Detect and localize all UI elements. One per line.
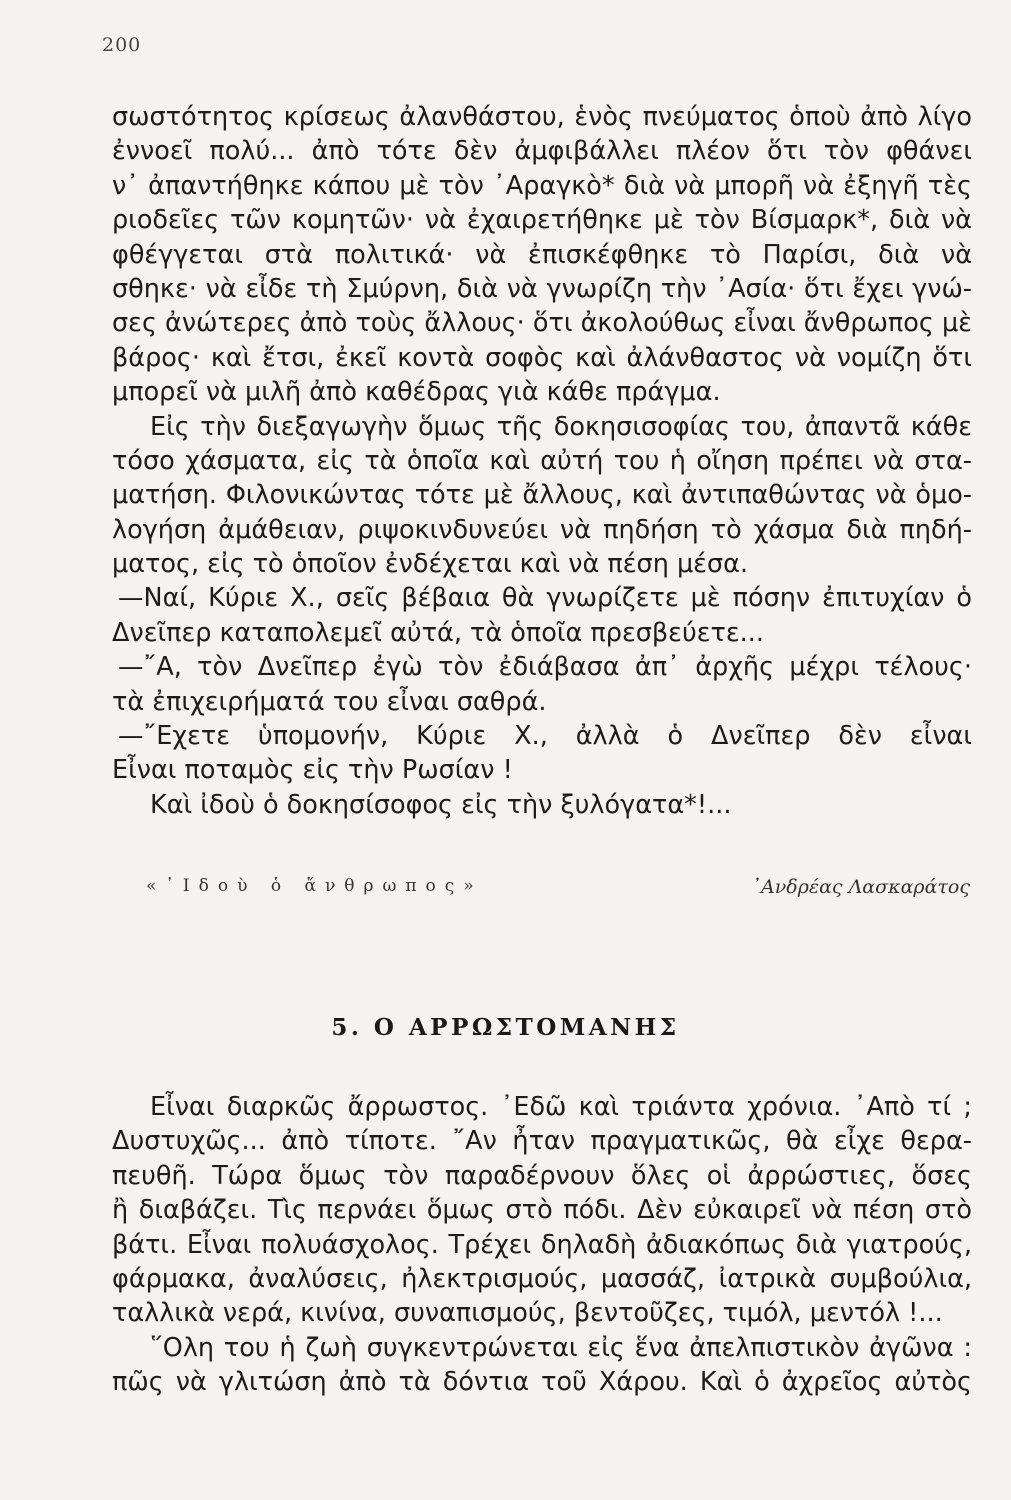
source-title: «᾿Ιδοὺ ὁ ἄνθρωπος» bbox=[146, 876, 483, 896]
text-line: Δνεῖπερ καταπολεμεῖ αὐτά, τὰ ὁποῖα πρεσβεύετε... bbox=[112, 617, 764, 648]
text-line: φάρμακα, ἀναλύσεις, ἠλεκτρισμούς, μασσάζ, ἰατρικὰ συμβούλια, bbox=[112, 1263, 972, 1294]
text-line: Εἶναι διαρκῶς ἄρρωστος. ᾿Εδῶ καὶ τριάντα χρόνια. ᾿Απὸ τί ; bbox=[150, 1092, 972, 1122]
page-number: 200 bbox=[102, 34, 142, 56]
text-line: ριοδεῖες τῶν κομητῶν· νὰ ἐχαιρετήθηκε μὲ τὸν Βίσμαρκ*, διὰ νὰ bbox=[112, 205, 972, 236]
dialogue-line: —῎Εχετε ὑπομονήν, Κύριε Χ., ἀλλὰ ὁ Δνεῖπερ δὲν εἶναι bbox=[118, 721, 972, 752]
text-line: ἐννοεῖ πολύ... ἀπὸ τότε δὲν ἀμφιβάλλει πλέον ὅτι τὸν φθάνει bbox=[112, 136, 972, 167]
text-line: πῶς νὰ γλιτώση ἀπὸ τὰ δόντια τοῦ Χάρου. Καὶ ὁ ἀχρεῖος αὐτὸς bbox=[112, 1367, 972, 1398]
text-line: Καὶ ἰδοὺ ὁ δοκησίσοφος εἰς τὴν ξυλόγατα*!... bbox=[150, 789, 732, 820]
text-line: ἢ διαβάζει. Τὶς περνάει ὅμως στὸ πόδι. Δὲν εὐκαιρεῖ νὰ πέση στὸ bbox=[112, 1195, 972, 1226]
text-line: ταλλικὰ νερά, κινίνα, συναπισμούς, βεντοῦζες, τιμόλ, μεντόλ !... bbox=[112, 1298, 943, 1329]
source-credit bbox=[120, 876, 970, 906]
text-line: ματος, εἰς τὸ ὁποῖον ἐνδέχεται καὶ νὰ πέση μέσα. bbox=[112, 549, 749, 580]
text-line: ῞Ολη του ἡ ζωὴ συγκεντρώνεται εἰς ἕνα ἀπελπιστικὸν ἀγῶνα : bbox=[150, 1332, 972, 1363]
text-line: Δυστυχῶς... ἀπὸ τίποτε. ῎Αν ἦταν πραγματικῶς, θὰ εἶχε θερα- bbox=[112, 1126, 972, 1157]
dialogue-line: —῎Α, τὸν Δνεῖπερ ἐγὼ τὸν ἐδιάβασα ἀπ᾿ ἀρχῆς μέχρι τέλους· bbox=[118, 652, 972, 683]
text-line: λογήση ἀμάθειαν, ριψοκινδυνεύει νὰ πηδήση τὸ χάσμα διὰ πηδή- bbox=[112, 514, 972, 545]
text-line: σθηκε· νὰ εἶδε τὴ Σμύρνη, διὰ νὰ γνωρίζη τὴν ᾿Ασία· ὅτι ἔχει γνώ- bbox=[112, 273, 972, 304]
text-line: φθέγγεται στὰ πολιτικά· νὰ ἐπισκέφθηκε τὸ Παρίσι, διὰ νὰ bbox=[112, 239, 972, 270]
text-line: τόσο χάσματα, εἰς τὰ ὁποῖα καὶ αὐτή του ἡ οἴηση πρέπει νὰ στα- bbox=[112, 445, 972, 476]
text-line: μπορεῖ νὰ μιλῆ ἀπὸ καθέδρας γιὰ κάθε πράγμα. bbox=[112, 377, 721, 408]
text-line: Εἶναι ποταμὸς εἰς τὴν Ρωσίαν ! bbox=[112, 755, 513, 786]
text-line: σωστότητος κρίσεως ἀλανθάστου, ἑνὸς πνεύματος ὁποὺ ἀπὸ λίγο bbox=[112, 102, 972, 132]
text-line: ν᾿ ἀπαντήθηκε κάπου μὲ τὸν ᾿Αραγκὸ* διὰ νὰ μπορῆ νὰ ἐξηγῆ τὲς bbox=[112, 170, 972, 201]
source-author: ᾿Ανδρέας Λασκαράτος bbox=[751, 876, 970, 898]
dialogue-line: —Ναί, Κύριε Χ., σεῖς βέβαια θὰ γνωρίζετε μὲ πόσην ἐπιτυχίαν ὁ bbox=[118, 583, 972, 614]
text-line: Εἰς τὴν διεξαγωγὴν ὅμως τῆς δοκησισοφίας του, ἀπαντᾶ κάθε bbox=[150, 411, 972, 442]
text-line: σες ἀνώτερες ἀπὸ τοὺς ἄλλους· ὅτι ἀκολούθως εἶναι ἄνθρωπος μὲ bbox=[112, 308, 972, 339]
text-line: βάτι. Εἶναι πολυάσχολος. Τρέχει δηλαδὴ ἀδιακόπως διὰ γιατρούς, bbox=[112, 1229, 972, 1260]
section-text bbox=[112, 1090, 972, 1400]
text-line: ματήση. Φιλονικώντας τότε μὲ ἄλλους, καὶ ἀντιπαθώντας νὰ ὁμο- bbox=[112, 480, 972, 511]
section-heading: 5. Ο ΑΡΡΩΣΤΟΜΑΝΗΣ bbox=[331, 1014, 680, 1041]
text-line: πευθῆ. Τώρα ὅμως τὸν παραδέρνουν ὅλες οἱ ἀρρώστιες, ὅσες bbox=[112, 1160, 972, 1191]
body-text bbox=[112, 100, 972, 822]
text-line: βάρος· καὶ ἔτσι, ἐκεῖ κοντὰ σοφὸς καὶ ἀλάνθαστος νὰ νομίζη ὅτι bbox=[112, 342, 972, 373]
text-line: τὰ ἐπιχειρήματά του εἶναι σαθρά. bbox=[112, 686, 547, 717]
